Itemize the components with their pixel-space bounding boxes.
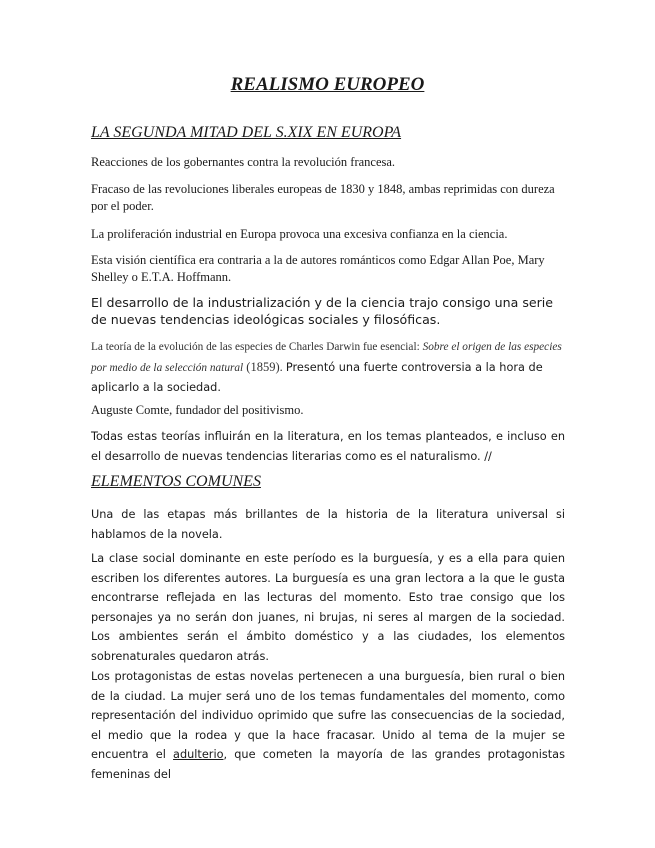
paragraph-comte: Auguste Comte, fundador del positivismo.: [91, 403, 304, 417]
darwin-rest: Presentó una fuerte controversia a la hora de aplicarlo a la sociedad.: [91, 361, 543, 394]
paragraph-fracaso: Fracaso de las revoluciones liberales europeas de 1830 y 1848, ambas reprimidas con dureza por el poder.: [91, 182, 555, 213]
paragraph-etapas: Una de las etapas más brillantes de la historia de la literatura universal si hablamos de la novela.: [91, 508, 565, 541]
section-heading-segunda-mitad: LA SEGUNDA MITAD DEL S.XIX EN EUROPA: [91, 124, 402, 141]
paragraph-teorias: Todas estas teorías influirán en la literatura, en los temas planteados, e incluso en el desarrollo de nuevas tendencias literarias como es el naturalismo. //: [91, 430, 565, 463]
paragraph-darwin: [91, 337, 565, 398]
adulterio-link[interactable]: adulterio: [173, 748, 224, 761]
protagonistas-text-b: , que cometen la mayoría de las grandes protagonistas femeninas del: [91, 748, 565, 781]
section-heading-elementos-comunes: ELEMENTOS COMUNES: [91, 473, 261, 490]
paragraph-clase-social: La clase social dominante en este período es la burguesía, y es a ella para quien escriben los diferentes autores. La burguesía es una gran lectora a la que le gusta encontrarse reflejada en las lecturas del momento. Esto trae consigo que los personajes ya no serán don juanes, ni brujas, ni seres al margen de la sociedad. Los ambientes serán el ámbito doméstico y a las ciudades, los elementos sobrenaturales quedaron atrás.: [91, 552, 565, 663]
paragraph-proliferacion: La proliferación industrial en Europa provoca una excesiva confianza en la ciencia.: [91, 227, 508, 241]
paragraph-reacciones: Reacciones de los gobernantes contra la revolución francesa.: [91, 155, 396, 169]
darwin-lead: La teoría de la evolución de las especies de Charles Darwin fue esencial:: [91, 341, 423, 353]
darwin-year: (1859).: [243, 360, 286, 374]
paragraph-vision-cientifica: Esta visión científica era contraria a la de autores románticos como Edgar Allan Poe, Mary Shelley o E.T.A. Hoffmann.: [91, 253, 545, 284]
darwin-book-title: Sobre el origen de las especies por medio de la selección natural: [91, 341, 562, 374]
document-title: REALISMO EUROPEO: [230, 74, 425, 95]
paragraph-desarrollo: El desarrollo de la industrialización y de la ciencia trajo consigo una serie de nuevas tendencias ideológicas sociales y filosóficas.: [91, 295, 554, 327]
protagonistas-text-a: Los protagonistas de estas novelas pertenecen a una burguesía, bien rural o bien de la ciudad. La mujer será uno de los temas fundamentales del momento, como representación del individuo oprimido que sufre las consecuencias de la sociedad, el medio que la rodea y que la hace fracasar. Unido al tema de la mujer se encuentra el: [91, 670, 565, 761]
paragraph-protagonistas: [91, 667, 565, 784]
